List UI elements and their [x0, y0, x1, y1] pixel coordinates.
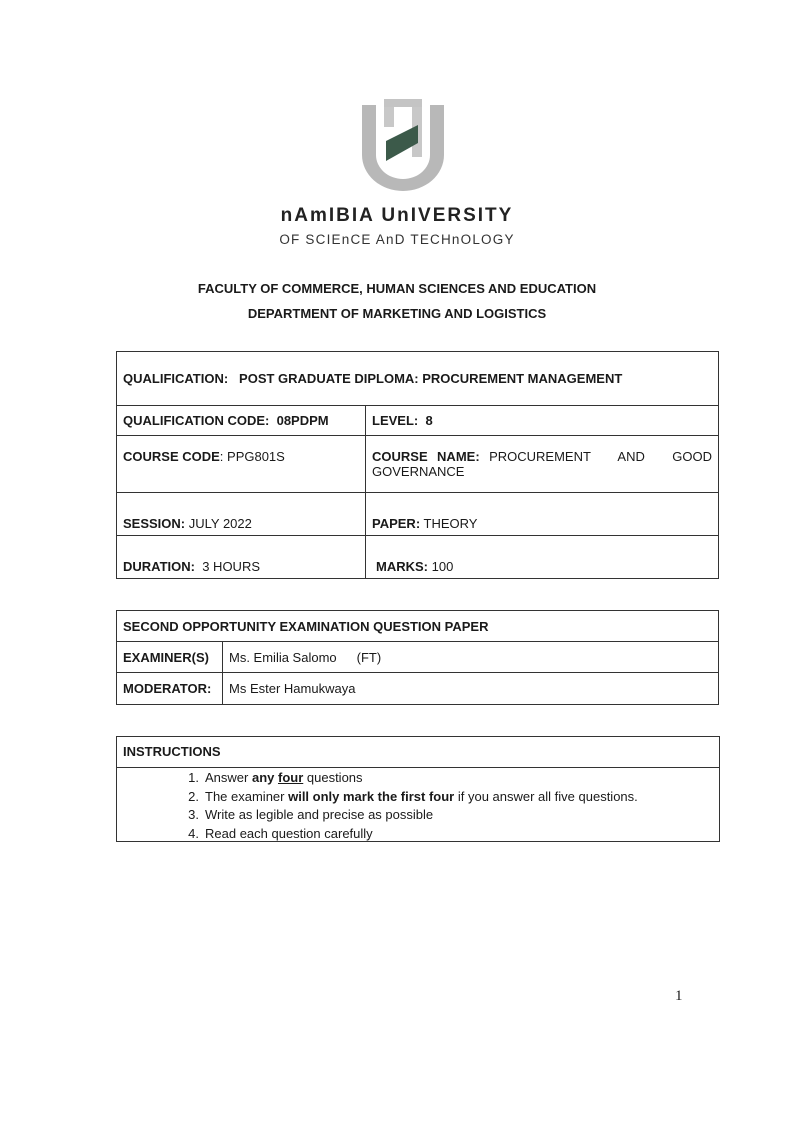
university-logo [358, 97, 448, 193]
exam-title-cell: SECOND OPPORTUNITY EXAMINATION QUESTION PAPER [117, 611, 719, 642]
qualification-code-cell: QUALIFICATION CODE: 08PDPM [117, 406, 366, 436]
course-details-table [116, 351, 719, 579]
instruction-item: 1. Answer any four questions [188, 770, 363, 785]
instruction-item: 4. Read each question carefully [188, 825, 373, 841]
duration-cell: DURATION: 3 HOURS [117, 536, 366, 579]
marks-cell: MARKS: 100 [366, 536, 719, 579]
session-cell: SESSION: JULY 2022 [117, 493, 366, 536]
page-number: 1 [675, 988, 683, 1004]
instructions-box [116, 736, 720, 842]
examiner-cell: Ms. Emilia Salomo (FT) [223, 642, 719, 673]
instruction-item: 2. The examiner will only mark the first four if you answer all five questions. [188, 788, 638, 804]
examiner-label: EXAMINER(S) [117, 642, 223, 673]
course-name-cell: COURSE NAME: PROCUREMENT AND GOOD GOVERNANCE [366, 436, 719, 493]
instructions-title: INSTRUCTIONS [117, 737, 719, 768]
moderator-label: MODERATOR: [117, 673, 223, 705]
instruction-item: 3. Write as legible and precise as possible [188, 807, 434, 822]
qualification-cell: QUALIFICATION: POST GRADUATE DIPLOMA: PROCUREMENT MANAGEMENT [117, 352, 719, 406]
level-cell: LEVEL: 8 [366, 406, 719, 436]
department-heading: DEPARTMENT OF MARKETING AND LOGISTICS [247, 306, 547, 321]
examiner-table [116, 610, 719, 705]
course-code-cell: COURSE CODE: PPG801S [117, 436, 366, 493]
instructions-list [117, 768, 719, 843]
university-subtitle: OF SCIEnCE AnD TECHnOLOGY [279, 232, 515, 247]
moderator-cell: Ms Ester Hamukwaya [223, 673, 719, 705]
university-name: nAmIBIA UnIVERSITY [280, 205, 514, 226]
faculty-heading: FACULTY OF COMMERCE, HUMAN SCIENCES AND EDUCATION [197, 281, 597, 296]
paper-cell: PAPER: THEORY [366, 493, 719, 536]
